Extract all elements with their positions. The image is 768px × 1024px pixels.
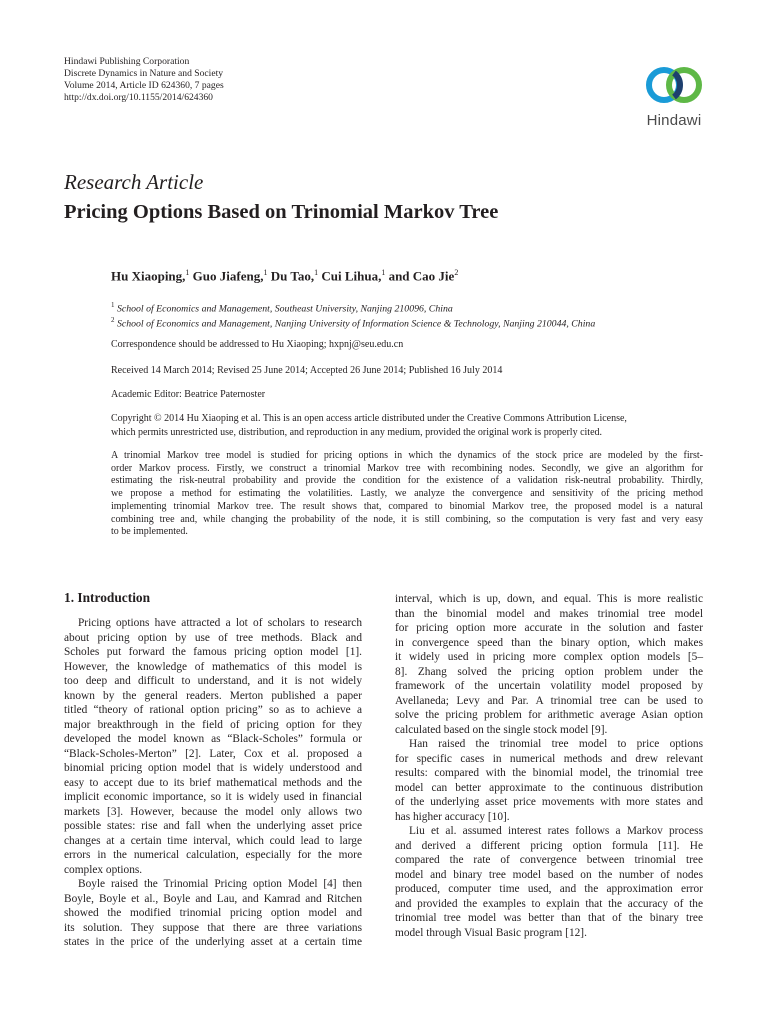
author-affiliation-mark: 1: [185, 268, 190, 277]
body-text-line: trinomial tree model was better than that of the binary tree: [395, 912, 703, 924]
author-list: [111, 268, 458, 284]
body-text-line: Boyle, Boyle et al., Boyle and Lau, and Kamrad and Ritchen: [64, 892, 362, 905]
affiliation-mark: 1: [111, 301, 115, 309]
body-text-line: compared the rate of convergence between trinomial tree: [395, 854, 703, 866]
body-text-line: markets [3]. However, because the model only allows two: [64, 805, 362, 818]
body-text-line: calculated based on the single stock model [9].: [395, 723, 608, 736]
copyright-line: Copyright © 2014 Hu Xiaoping et al. This is an open access article distributed under the Creative Commons Attribution License,: [111, 413, 627, 424]
affiliation-2: [111, 316, 595, 329]
abstract-line: implementing trinomial Markov tree. The result shows that, compared to binomial Markov tree, the proposed model is a natural: [111, 500, 703, 512]
body-text-line: it widely used in pricing more complex option models [5–: [395, 651, 703, 663]
article-type: Research Article: [64, 170, 204, 194]
body-text-line: implicit economic importance, so it is widely used in financial: [64, 791, 362, 803]
body-text-line: changes at a certain time interval, which could lead to large: [64, 834, 362, 847]
body-text-line: and provided the examples to explain that the accuracy of the: [395, 897, 703, 910]
body-text-line: Avellaneda; Levy and Par. A trinomial tree can be used to: [395, 694, 703, 707]
body-text-line: framework of the uncertain volatility model proposed by: [395, 680, 703, 692]
body-text-line: of the underlying asset price movements with more states and: [395, 796, 703, 808]
body-text-line: Liu et al. assumed interest rates follows a Markov process: [409, 825, 703, 837]
body-text-line: solve the pricing problem for arithmetic average Asian option: [395, 709, 703, 721]
body-text-line: model through Visual Basic program [12].: [395, 926, 587, 939]
author-affiliation-mark: 1: [314, 268, 319, 277]
journal-header: [64, 56, 224, 104]
body-text-line: Pricing options have attracted a lot of scholars to research: [78, 617, 362, 629]
page-title: Pricing Options Based on Trinomial Markov Tree: [64, 201, 499, 223]
body-text-line: easy to accept due to its brief mathematical methods and the: [64, 776, 362, 789]
copyright-notice: [111, 412, 703, 439]
author-affiliation-mark: 2: [454, 268, 459, 277]
body-text-line: its solution. They suppose that there are three variations: [64, 921, 362, 934]
body-text-line: produced, computer time used, and the approximation error: [395, 883, 703, 895]
body-text-line: about pricing option by use of tree methods. Black and: [64, 631, 362, 644]
correspondence: Correspondence should be addressed to Hu Xiaoping; hxpnj@seu.edu.cn: [111, 339, 404, 350]
academic-editor: Academic Editor: Beatrice Paternoster: [111, 389, 266, 400]
journal-name: Discrete Dynamics in Nature and Society: [64, 68, 224, 79]
body-text-line: developed the model known as “Black-Scholes” formula or: [64, 733, 362, 745]
abstract-line: A trinomial Markov tree model is studied for pricing options in which the dynamics of the stock price are modeled by the first-: [111, 450, 703, 461]
article-dates: Received 14 March 2014; Revised 25 June 2014; Accepted 26 June 2014; Published 16 July 2014: [111, 365, 503, 376]
body-text-line: results: compared with the binomial model, the trinomial tree: [395, 767, 703, 779]
doi-link[interactable]: http://dx.doi.org/10.1155/2014/624360: [64, 92, 213, 103]
hindawi-rings-icon: [642, 60, 706, 110]
body-text-line: binomial pricing option model that is widely understood and: [64, 762, 362, 774]
author-name: Guo Jiafeng,: [192, 268, 264, 284]
abstract-line: we propose a method for estimating the volatilities. Lastly, we analyze the convergence and sensitivity of the pricing method: [111, 488, 703, 500]
body-text-line: Boyle raised the Trinomial Pricing option Model [4] then: [78, 878, 362, 890]
abstract-line: order Markov process. Firstly, we construct a trinomial Markov tree with recombining nodes. Secondly, we give an algorithm for: [111, 462, 703, 474]
body-text-line: in convergence speed than the binary option, which makes: [395, 636, 703, 649]
body-text-line: model can better approximate to the continuous distribution: [395, 781, 703, 794]
body-text-line: known by the general readers. Merton published a paper: [64, 689, 362, 702]
volume-info: Volume 2014, Article ID 624360, 7 pages: [64, 80, 224, 91]
section-heading: 1. Introduction: [64, 590, 151, 605]
abstract-line: combining tree and, while changing the probability of the node, it is still combining, so the computation is very fast and very easy: [111, 513, 703, 525]
body-text-line: 8]. Zhang solved the pricing option problem under the: [395, 665, 703, 678]
hindawi-logo: [636, 60, 712, 134]
affiliation-mark: 2: [111, 316, 115, 324]
author-affiliation-mark: 1: [381, 268, 386, 277]
left-column: [64, 616, 362, 950]
body-text-line: interval, which is up, down, and equal. This is more realistic: [395, 593, 703, 605]
abstract-line: to be implemented.: [111, 526, 188, 538]
affiliation-text: School of Economics and Management, Southeast University, Nanjing 210096, China: [116, 303, 453, 315]
body-text-line: titled “theory of rational option pricing” so as to achieve a: [64, 704, 362, 716]
author-affiliation-mark: 1: [263, 268, 268, 277]
body-text-line: has higher accuracy [10].: [395, 810, 510, 823]
body-text-line: errors in the numerical calculation, especially for the more: [64, 849, 362, 861]
copyright-line: which permits unrestricted use, distribution, and reproduction in any medium, provided the original work is properly cited.: [111, 426, 603, 438]
body-text-line: possible states: rise and fall when the underlying asset price: [64, 820, 362, 832]
affiliation-text: School of Economics and Management, Nanjing University of Information Science & Technology, Nanjing 210044, China: [116, 318, 596, 330]
body-text-line: complex options.: [64, 863, 143, 876]
affiliation-1: [111, 301, 453, 314]
author-name: and Cao Jie: [388, 268, 455, 284]
right-column: [395, 592, 703, 940]
author-name: Du Tao,: [270, 268, 315, 284]
body-text-line: for pricing option more accurate in the solution and faster: [395, 622, 703, 634]
body-text-line: for specific cases in numerical methods and drew relevant: [395, 752, 703, 765]
body-text-line: too deep and difficult to understand, and it is not widely: [64, 675, 362, 687]
abstract: [111, 450, 703, 539]
body-text-line: showed the modified trinomial pricing option model and: [64, 907, 362, 919]
body-text-line: Han raised the trinomial tree model to price options: [409, 738, 703, 750]
body-text-line: Scholes put forward the famous pricing option model [1].: [64, 646, 362, 658]
body-text-line: and derived a different pricing option formula [11]. He: [395, 839, 703, 852]
body-text-line: states in the price of the underlying asset at a certain time: [64, 936, 362, 948]
author-name: Hu Xiaoping,: [111, 268, 186, 284]
body-text-line: major breakthrough in the field of pricing option for they: [64, 718, 362, 731]
abstract-line: estimating the risk-neutral probability and provide the condition for the existence of a validation risk-neutral probability. Thirdly,: [111, 475, 703, 487]
body-text-line: However, the knowledge of mathematics of this model is: [64, 660, 362, 673]
body-text-line: than the binomial model and makes trinomial tree model: [395, 607, 703, 620]
body-text-line: model and binary tree model based on the number of nodes: [395, 868, 703, 881]
logo-text: Hindawi: [646, 112, 702, 129]
publisher-name: Hindawi Publishing Corporation: [64, 56, 190, 67]
author-name: Cui Lihua,: [321, 268, 382, 284]
body-text-line: “Black-Scholes-Merton” [2]. Later, Cox et al. proposed a: [64, 747, 362, 760]
